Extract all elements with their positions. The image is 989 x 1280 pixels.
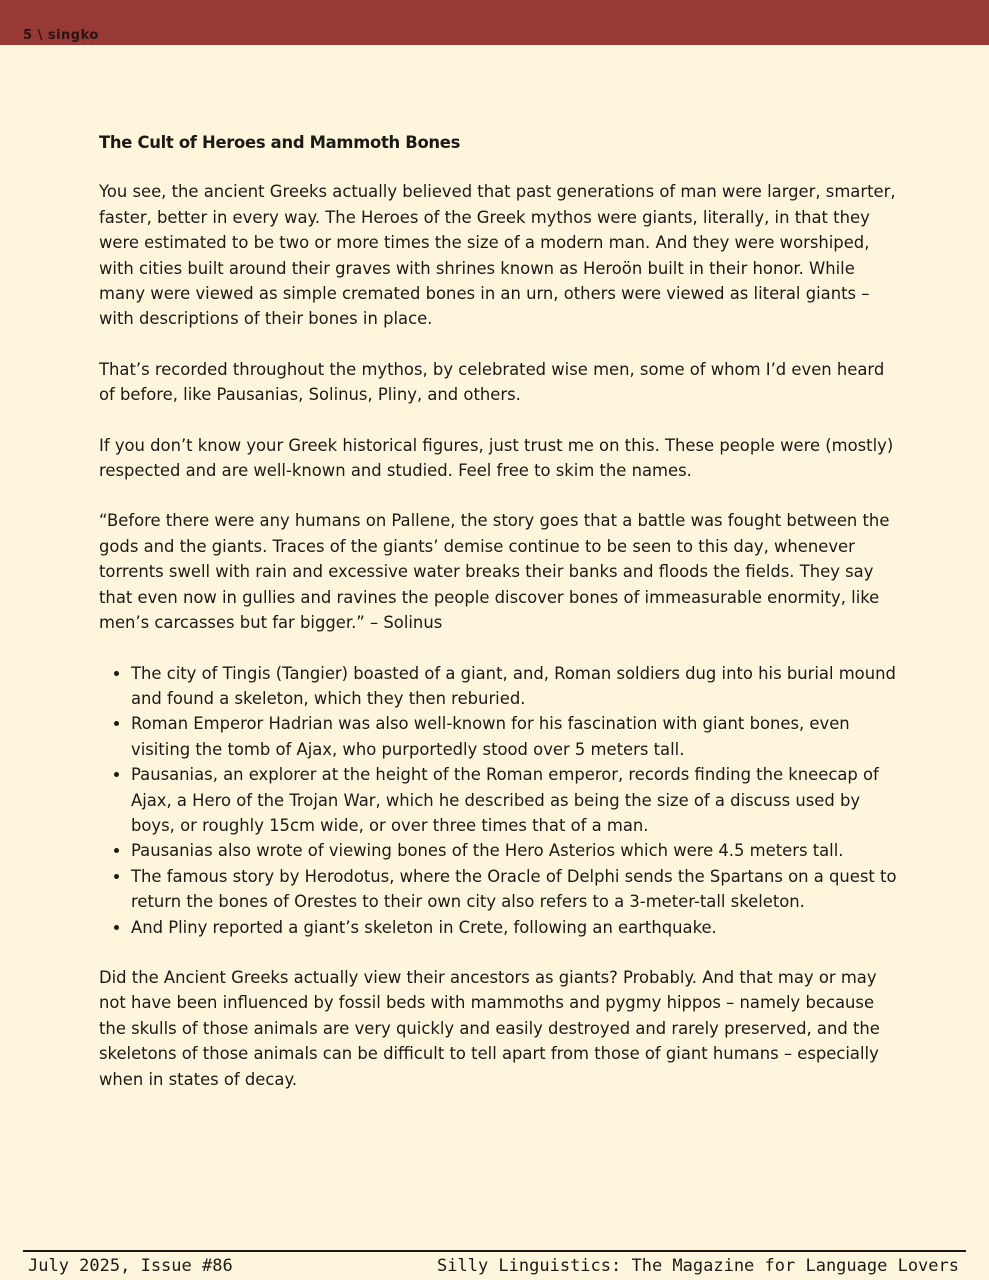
- footer-issue: July 2025, Issue #86: [28, 1256, 233, 1276]
- article-heading: The Cult of Heroes and Mammoth Bones: [99, 133, 461, 152]
- list-item: • And Pliny reported a giant’s skeleton in Crete, following an earthquake.: [131, 915, 899, 940]
- article-body: [99, 130, 899, 1117]
- paragraph: Did the Ancient Greeks actually view their ancestors as giants? Probably. And that may or may not have been influenced by fossil beds with mammoths and pygmy hippos – namely because the skulls of those animals are very quickly and easily destroyed and rarely preserved, and the skeletons of those animals can be difficult to tell apart from those of giant humans – especially when in states of decay.: [99, 967, 880, 1089]
- list-item: • Pausanias also wrote of viewing bones of the Hero Asterios which were 4.5 meters tall.: [131, 838, 899, 863]
- bullet-list: [99, 661, 899, 940]
- paragraph: That’s recorded throughout the mythos, by celebrated wise men, some of whom I’d even heard of before, like Pausanias, Solinus, Pliny, and others.: [99, 359, 885, 405]
- list-item: • Roman Emperor Hadrian was also well-known for his fascination with giant bones, even visiting the tomb of Ajax, who purportedly stood over 5 meters tall.: [131, 711, 899, 762]
- list-item: • The city of Tingis (Tangier) boasted of a giant, and, Roman soldiers dug into his burial mound and found a skeleton, which they then reburied.: [131, 661, 899, 712]
- footer-magazine-title: Silly Linguistics: The Magazine for Language Lovers: [437, 1256, 959, 1276]
- list-item: • The famous story by Herodotus, where the Oracle of Delphi sends the Spartans on a quest to return the bones of Orestes to their own city also refers to a 3-meter-tall skeleton.: [131, 864, 899, 915]
- page-number-label: 5 \ singko: [23, 28, 99, 43]
- quote-paragraph: “Before there were any humans on Pallene, the story goes that a battle was fought between the gods and the giants. Traces of the giants’ demise continue to be seen to this day, whenever torrents swell with rain and excessive water breaks their banks and floods the fields. They say that even now in gullies and ravines the people discover bones of immeasurable enormity, like men’s carcasses but far bigger.” – Solinus: [99, 511, 890, 633]
- list-item: • Pausanias, an explorer at the height of the Roman emperor, records finding the kneecap of Ajax, a Hero of the Trojan War, which he described as being the size of a discuss used by boys, or roughly 15cm wide, or over three times that of a man.: [131, 762, 899, 838]
- top-banner: [0, 0, 989, 45]
- paragraph: You see, the ancient Greeks actually believed that past generations of man were larger, smarter, faster, better in every way. The Heroes of the Greek mythos were giants, literally, in that they were estimated to be two or more times the size of a modern man. And they were worshiped, with cities built around their graves with shrines known as Heroön built in their honor. While many were viewed as simple cremated bones in an urn, others were viewed as literal giants – with descriptions of their bones in place.: [99, 182, 896, 329]
- paragraph: If you don’t know your Greek historical figures, just trust me on this. These people were (mostly) respected and are well-known and studied. Feel free to skim the names.: [99, 435, 894, 481]
- footer-divider: [23, 1250, 966, 1252]
